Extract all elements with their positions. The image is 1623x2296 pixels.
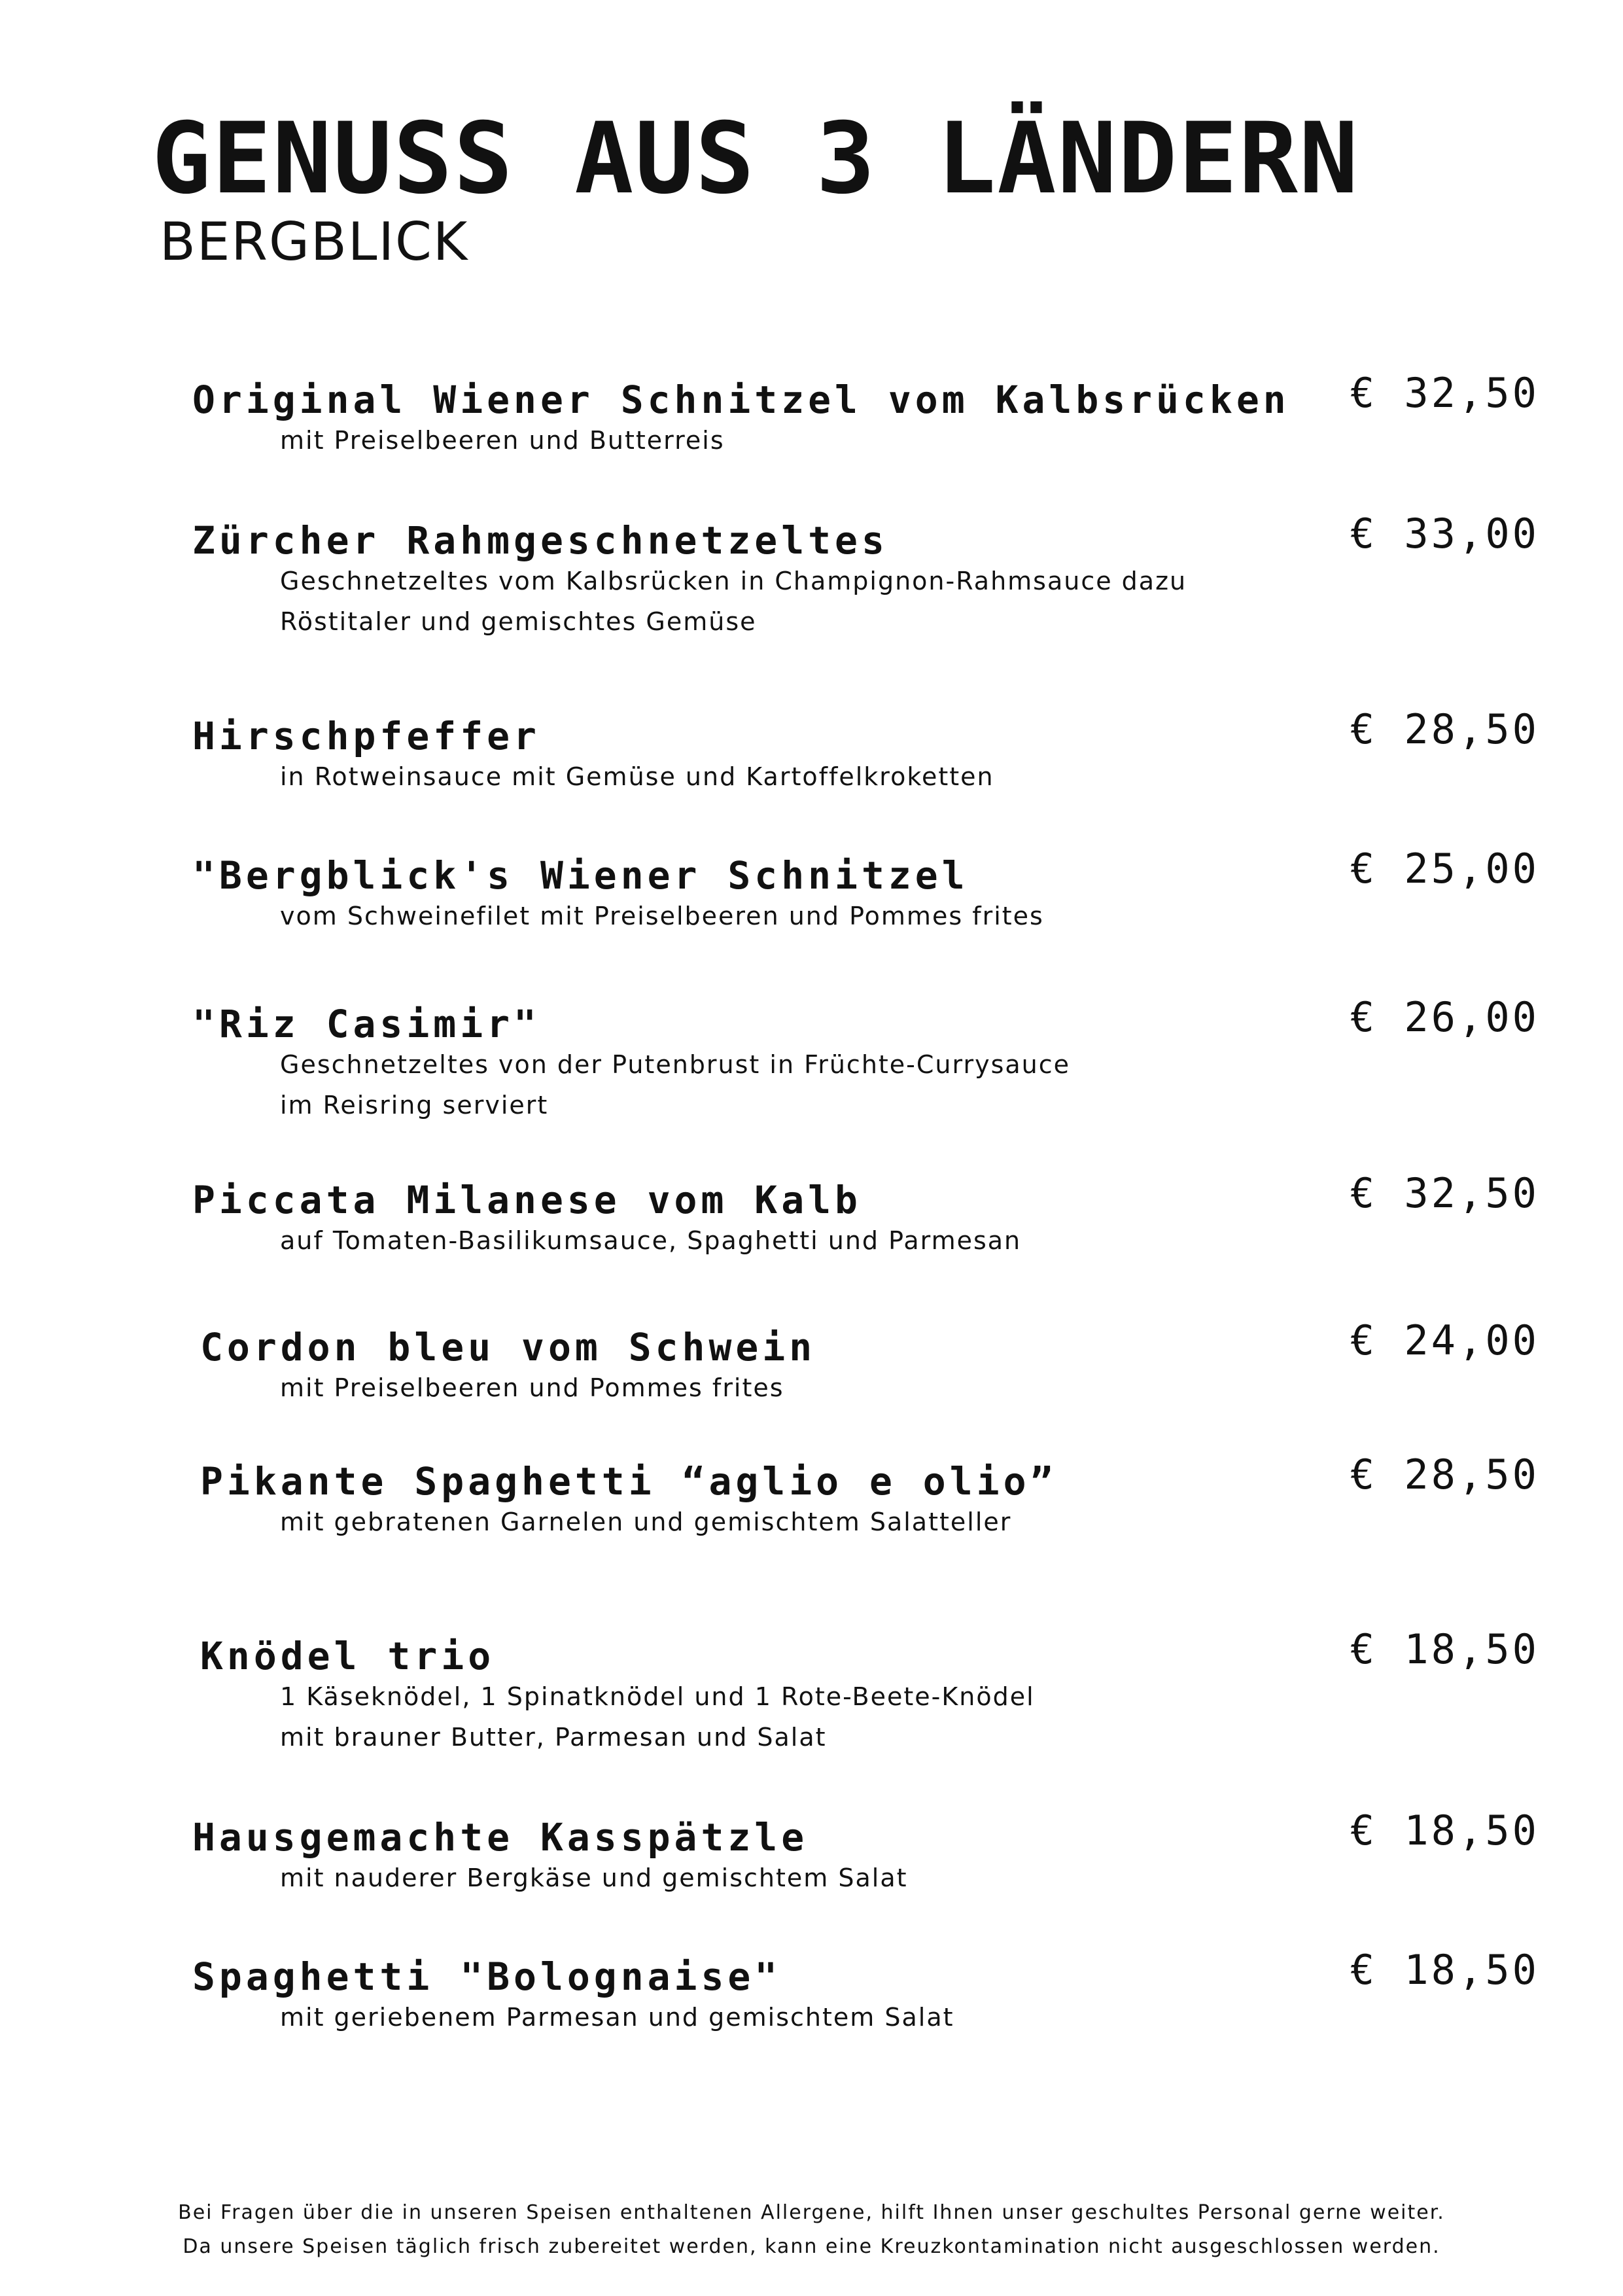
dish-name: Hausgemachte Kasspätzle: [192, 1815, 809, 1860]
dish-description: [280, 561, 1187, 642]
dish-name: Hirschpfeffer: [192, 714, 540, 758]
dish-description: [280, 1368, 784, 1408]
restaurant-name: BERGBLICK: [160, 211, 469, 272]
dish-description: [280, 1676, 1035, 1757]
dish-description-line: mit brauner Butter, Parmesan und Salat: [280, 1723, 827, 1752]
dish-price: € 33,00: [1350, 510, 1539, 557]
dish-price: € 25,00: [1350, 845, 1539, 892]
dish-name: "Riz Casimir": [192, 1002, 540, 1046]
dish-name: "Bergblick's Wiener Schnitzel: [192, 853, 969, 898]
dish-description: [280, 420, 725, 461]
dish-description-line: auf Tomaten-Basilikumsauce, Spaghetti und Parmesan: [280, 1226, 1022, 1255]
dish-price: € 18,50: [1350, 1946, 1539, 1994]
dish-price: € 18,50: [1350, 1625, 1539, 1673]
dish-description-line: Röstitaler und gemischtes Gemüse: [280, 607, 757, 636]
dish-description: [280, 1220, 1021, 1261]
allergen-notice-line: Bei Fragen über die in unseren Speisen enthaltenen Allergene, hilft Ihnen unser geschultes Personal gerne weiter.: [178, 2201, 1445, 2224]
dish-description: [280, 1044, 1070, 1125]
dish-name: Spaghetti "Bolognaise": [192, 1954, 782, 1999]
dish-name: Zürcher Rahmgeschnetzeltes: [192, 518, 888, 563]
dish-description: [280, 1997, 954, 2038]
dish-price: € 28,50: [1350, 1451, 1539, 1498]
allergen-notice: [0, 2196, 1623, 2264]
dish-price: € 28,50: [1350, 705, 1539, 753]
dish-description-line: in Rotweinsauce mit Gemüse und Kartoffelkroketten: [280, 762, 994, 791]
dish-price: € 26,00: [1350, 993, 1539, 1041]
dish-description-line: Geschnetzeltes von der Putenbrust in Früchte-Currysauce: [280, 1050, 1071, 1079]
dish-description-line: 1 Käseknödel, 1 Spinatknödel und 1 Rote-Beete-Knödel: [280, 1682, 1035, 1711]
dish-description-line: mit Preiselbeeren und Butterreis: [280, 426, 725, 455]
dish-description: [280, 1502, 1011, 1542]
dish-description-line: mit Preiselbeeren und Pommes frites: [280, 1373, 784, 1402]
dish-description: [280, 756, 994, 797]
dish-description: [280, 896, 1044, 936]
page-title: GENUSS AUS 3 LÄNDERN: [152, 102, 1360, 216]
dish-description-line: mit nauderer Bergkäse und gemischtem Salat: [280, 1863, 908, 1892]
dish-name: Pikante Spaghetti “aglio e olio”: [200, 1459, 1057, 1504]
dish-description-line: mit gebratenen Garnelen und gemischtem Salatteller: [280, 1508, 1012, 1536]
allergen-notice-line: Da unsere Speisen täglich frisch zubereitet werden, kann eine Kreuzkontamination nicht ausgeschlossen werden.: [183, 2235, 1440, 2258]
dish-description-line: Geschnetzeltes vom Kalbsrücken in Champignon-Rahmsauce dazu: [280, 567, 1187, 595]
dish-description-line: vom Schweinefilet mit Preiselbeeren und Pommes frites: [280, 902, 1044, 930]
dish-name: Knödel trio: [200, 1634, 495, 1678]
dish-price: € 18,50: [1350, 1807, 1539, 1854]
dish-price: € 32,50: [1350, 369, 1539, 417]
dish-name: Piccata Milanese vom Kalb: [192, 1178, 862, 1222]
dish-description: [280, 1858, 908, 1898]
dish-price: € 24,00: [1350, 1316, 1539, 1364]
dish-price: € 32,50: [1350, 1169, 1539, 1217]
dish-description-line: mit geriebenem Parmesan und gemischtem Salat: [280, 2003, 954, 2032]
dish-name: Cordon bleu vom Schwein: [200, 1325, 816, 1369]
dish-description-line: im Reisring serviert: [280, 1091, 549, 1120]
dish-name: Original Wiener Schnitzel vom Kalbsrücken: [192, 378, 1290, 422]
